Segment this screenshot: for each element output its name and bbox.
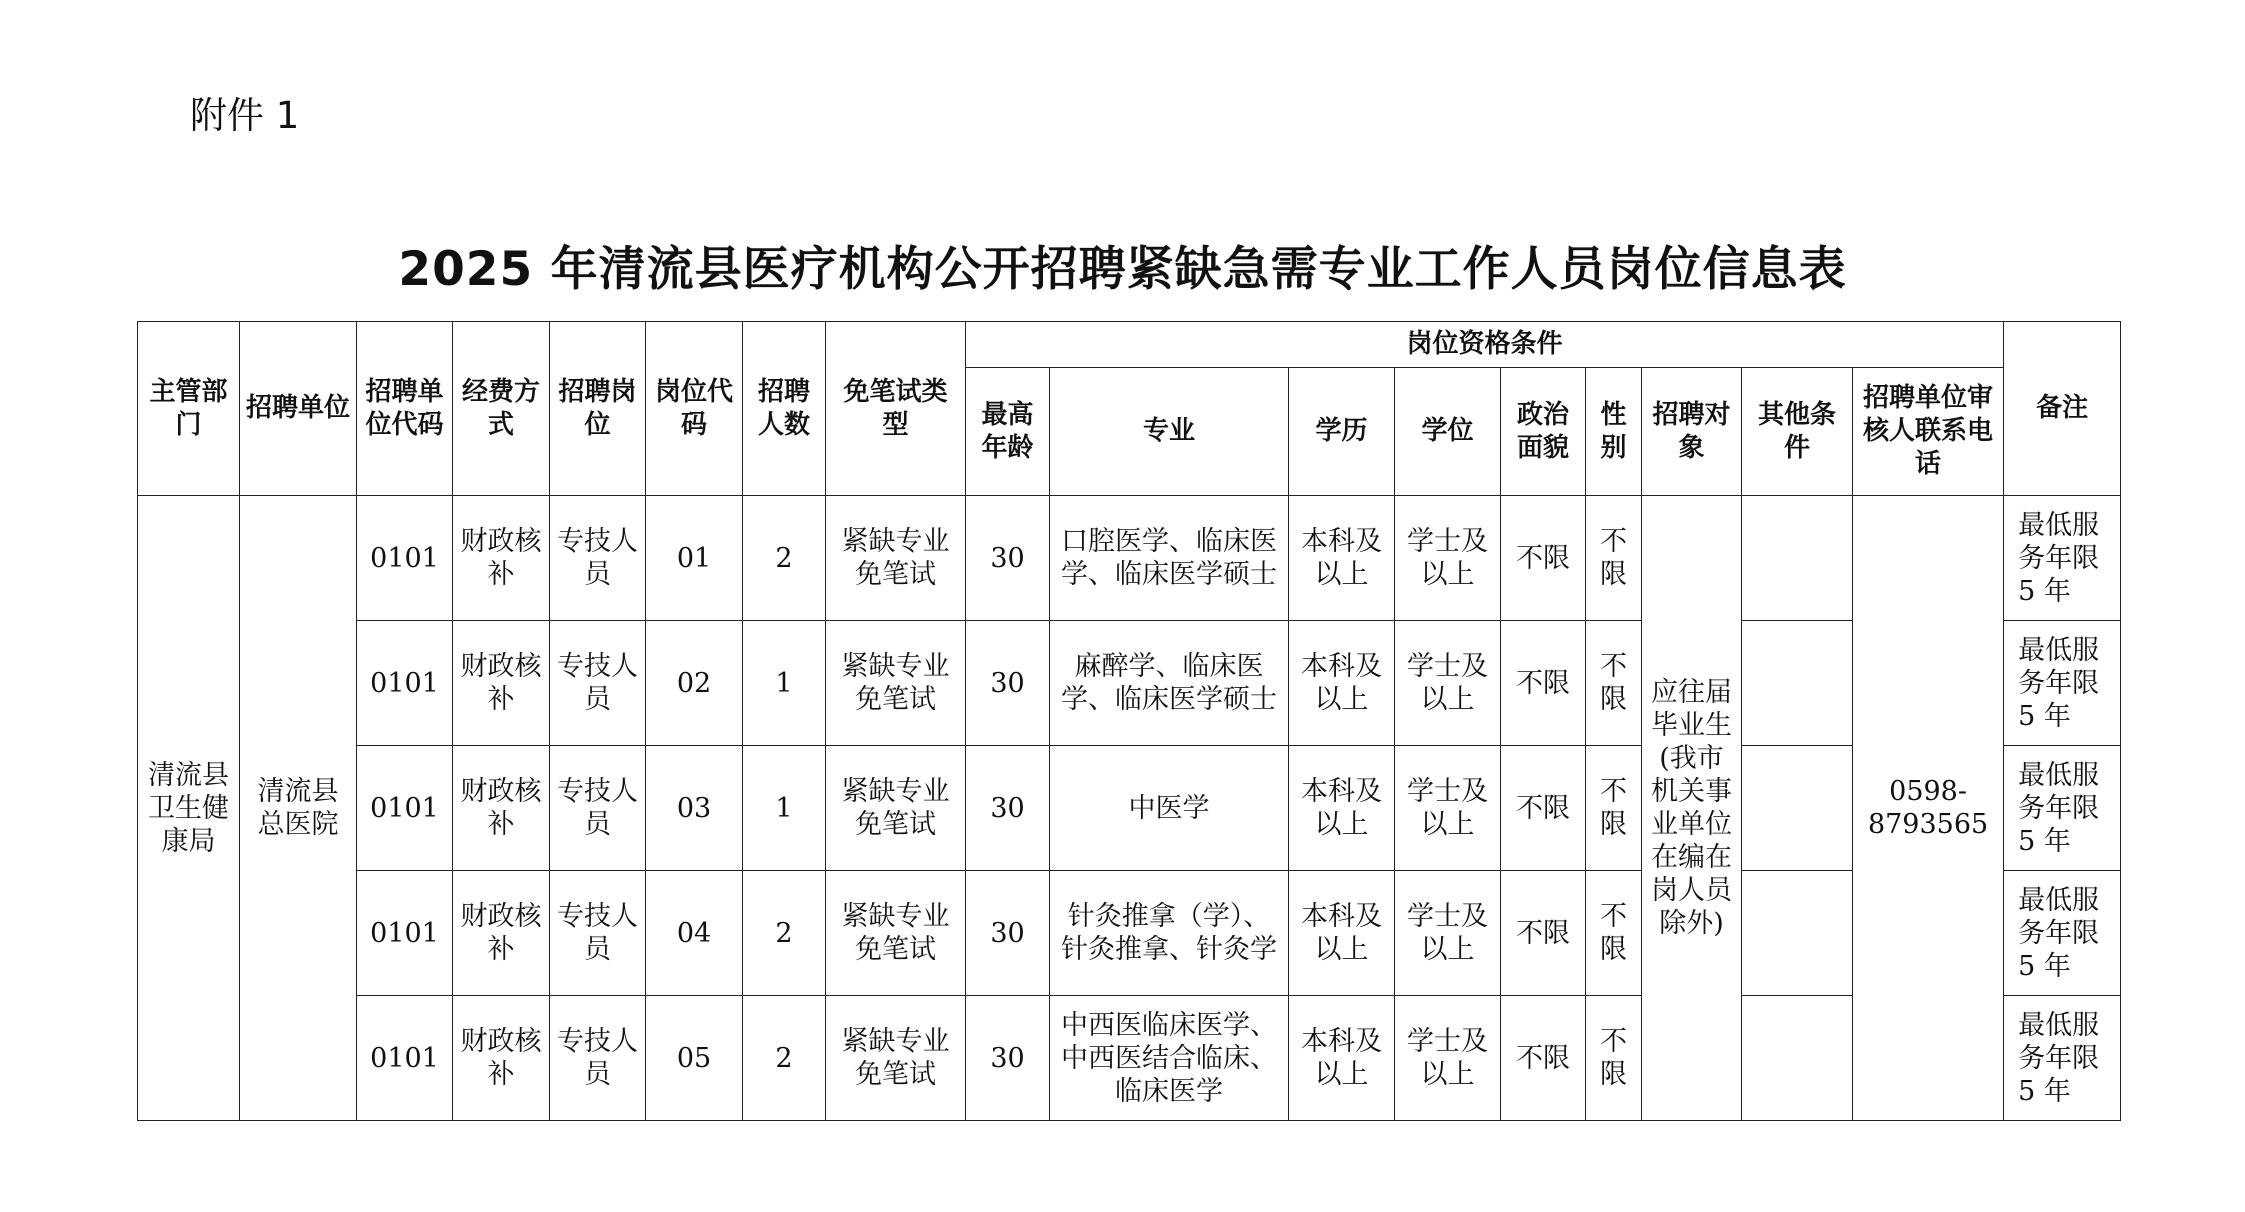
header-political: 政治面貌 xyxy=(1501,368,1586,496)
cell-unit-code: 0101 xyxy=(357,496,453,621)
cell-post: 专技人员 xyxy=(550,871,646,996)
cell-post-code: 01 xyxy=(646,496,743,621)
header-target: 招聘对象 xyxy=(1642,368,1742,496)
cell-exam-type: 紧缺专业免笔试 xyxy=(826,496,966,621)
table-row xyxy=(138,871,2121,996)
cell-max-age: 30 xyxy=(966,746,1050,871)
cell-exam-type: 紧缺专业免笔试 xyxy=(826,871,966,996)
cell-political: 不限 xyxy=(1501,871,1586,996)
header-post-code: 岗位代码 xyxy=(646,322,743,496)
cell-count: 2 xyxy=(743,496,826,621)
cell-remark: 最低服务年限 5 年 xyxy=(2004,621,2121,746)
cell-gender: 不限 xyxy=(1586,621,1642,746)
cell-degree: 学士及以上 xyxy=(1395,621,1501,746)
header-education: 学历 xyxy=(1289,368,1395,496)
cell-other xyxy=(1742,871,1853,996)
cell-degree: 学士及以上 xyxy=(1395,496,1501,621)
cell-degree: 学士及以上 xyxy=(1395,746,1501,871)
cell-political: 不限 xyxy=(1501,621,1586,746)
cell-funding: 财政核补 xyxy=(453,871,550,996)
cell-major: 针灸推拿（学）、针灸推拿、针灸学 xyxy=(1050,871,1289,996)
cell-education: 本科及以上 xyxy=(1289,871,1395,996)
cell-other xyxy=(1742,496,1853,621)
table-row xyxy=(138,621,2121,746)
cell-post-code: 04 xyxy=(646,871,743,996)
cell-unit-code: 0101 xyxy=(357,871,453,996)
cell-max-age: 30 xyxy=(966,621,1050,746)
header-exam-type: 免笔试类型 xyxy=(826,322,966,496)
recruitment-table xyxy=(137,321,2121,1121)
header-gender: 性别 xyxy=(1586,368,1642,496)
cell-contact: 0598-8793565 xyxy=(1853,496,2004,1121)
cell-count: 1 xyxy=(743,746,826,871)
cell-other xyxy=(1742,996,1853,1121)
cell-gender: 不限 xyxy=(1586,996,1642,1121)
cell-gender: 不限 xyxy=(1586,496,1642,621)
cell-post: 专技人员 xyxy=(550,996,646,1121)
cell-post-code: 03 xyxy=(646,746,743,871)
header-post: 招聘岗位 xyxy=(550,322,646,496)
page-title: 2025 年清流县医疗机构公开招聘紧缺急需专业工作人员岗位信息表 xyxy=(398,242,1847,297)
cell-degree: 学士及以上 xyxy=(1395,871,1501,996)
cell-exam-type: 紧缺专业免笔试 xyxy=(826,746,966,871)
cell-count: 2 xyxy=(743,996,826,1121)
cell-max-age: 30 xyxy=(966,996,1050,1121)
cell-remark: 最低服务年限 5 年 xyxy=(2004,496,2121,621)
cell-degree: 学士及以上 xyxy=(1395,996,1501,1121)
cell-gender: 不限 xyxy=(1586,871,1642,996)
header-qualifications: 岗位资格条件 xyxy=(966,322,2004,368)
cell-political: 不限 xyxy=(1501,746,1586,871)
cell-target: 应往届毕业生(我市机关事业单位在编在岗人员除外) xyxy=(1642,496,1742,1121)
cell-education: 本科及以上 xyxy=(1289,496,1395,621)
table-row xyxy=(138,496,2121,621)
cell-education: 本科及以上 xyxy=(1289,621,1395,746)
header-major: 专业 xyxy=(1050,368,1289,496)
cell-unit-code: 0101 xyxy=(357,996,453,1121)
cell-count: 1 xyxy=(743,621,826,746)
cell-remark: 最低服务年限 5 年 xyxy=(2004,996,2121,1121)
cell-funding: 财政核补 xyxy=(453,496,550,621)
header-max-age: 最高年龄 xyxy=(966,368,1050,496)
cell-max-age: 30 xyxy=(966,496,1050,621)
cell-gender: 不限 xyxy=(1586,746,1642,871)
cell-unit-code: 0101 xyxy=(357,746,453,871)
cell-exam-type: 紧缺专业免笔试 xyxy=(826,996,966,1121)
cell-major: 口腔医学、临床医学、临床医学硕士 xyxy=(1050,496,1289,621)
cell-political: 不限 xyxy=(1501,496,1586,621)
cell-post-code: 05 xyxy=(646,996,743,1121)
cell-exam-type: 紧缺专业免笔试 xyxy=(826,621,966,746)
cell-unit: 清流县总医院 xyxy=(240,496,357,1121)
cell-major: 中医学 xyxy=(1050,746,1289,871)
cell-post: 专技人员 xyxy=(550,746,646,871)
cell-other xyxy=(1742,621,1853,746)
cell-post: 专技人员 xyxy=(550,496,646,621)
header-unit-code: 招聘单位代码 xyxy=(357,322,453,496)
cell-post-code: 02 xyxy=(646,621,743,746)
header-degree: 学位 xyxy=(1395,368,1501,496)
cell-education: 本科及以上 xyxy=(1289,746,1395,871)
header-remark: 备注 xyxy=(2004,322,2121,496)
table-row xyxy=(138,996,2121,1121)
attachment-label: 附件 1 xyxy=(190,94,300,137)
cell-remark: 最低服务年限 5 年 xyxy=(2004,871,2121,996)
cell-unit-code: 0101 xyxy=(357,621,453,746)
cell-post: 专技人员 xyxy=(550,621,646,746)
cell-major: 中西医临床医学、中西医结合临床、临床医学 xyxy=(1050,996,1289,1121)
cell-major: 麻醉学、临床医学、临床医学硕士 xyxy=(1050,621,1289,746)
header-contact: 招聘单位审核人联系电话 xyxy=(1853,368,2004,496)
cell-funding: 财政核补 xyxy=(453,621,550,746)
cell-max-age: 30 xyxy=(966,871,1050,996)
cell-other xyxy=(1742,746,1853,871)
header-unit: 招聘单位 xyxy=(240,322,357,496)
cell-funding: 财政核补 xyxy=(453,746,550,871)
cell-count: 2 xyxy=(743,871,826,996)
header-funding: 经费方式 xyxy=(453,322,550,496)
cell-funding: 财政核补 xyxy=(453,996,550,1121)
table-row xyxy=(138,746,2121,871)
header-other: 其他条件 xyxy=(1742,368,1853,496)
cell-dept: 清流县卫生健康局 xyxy=(138,496,240,1121)
cell-political: 不限 xyxy=(1501,996,1586,1121)
header-dept: 主管部门 xyxy=(138,322,240,496)
cell-education: 本科及以上 xyxy=(1289,996,1395,1121)
header-count: 招聘人数 xyxy=(743,322,826,496)
cell-remark: 最低服务年限 5 年 xyxy=(2004,746,2121,871)
